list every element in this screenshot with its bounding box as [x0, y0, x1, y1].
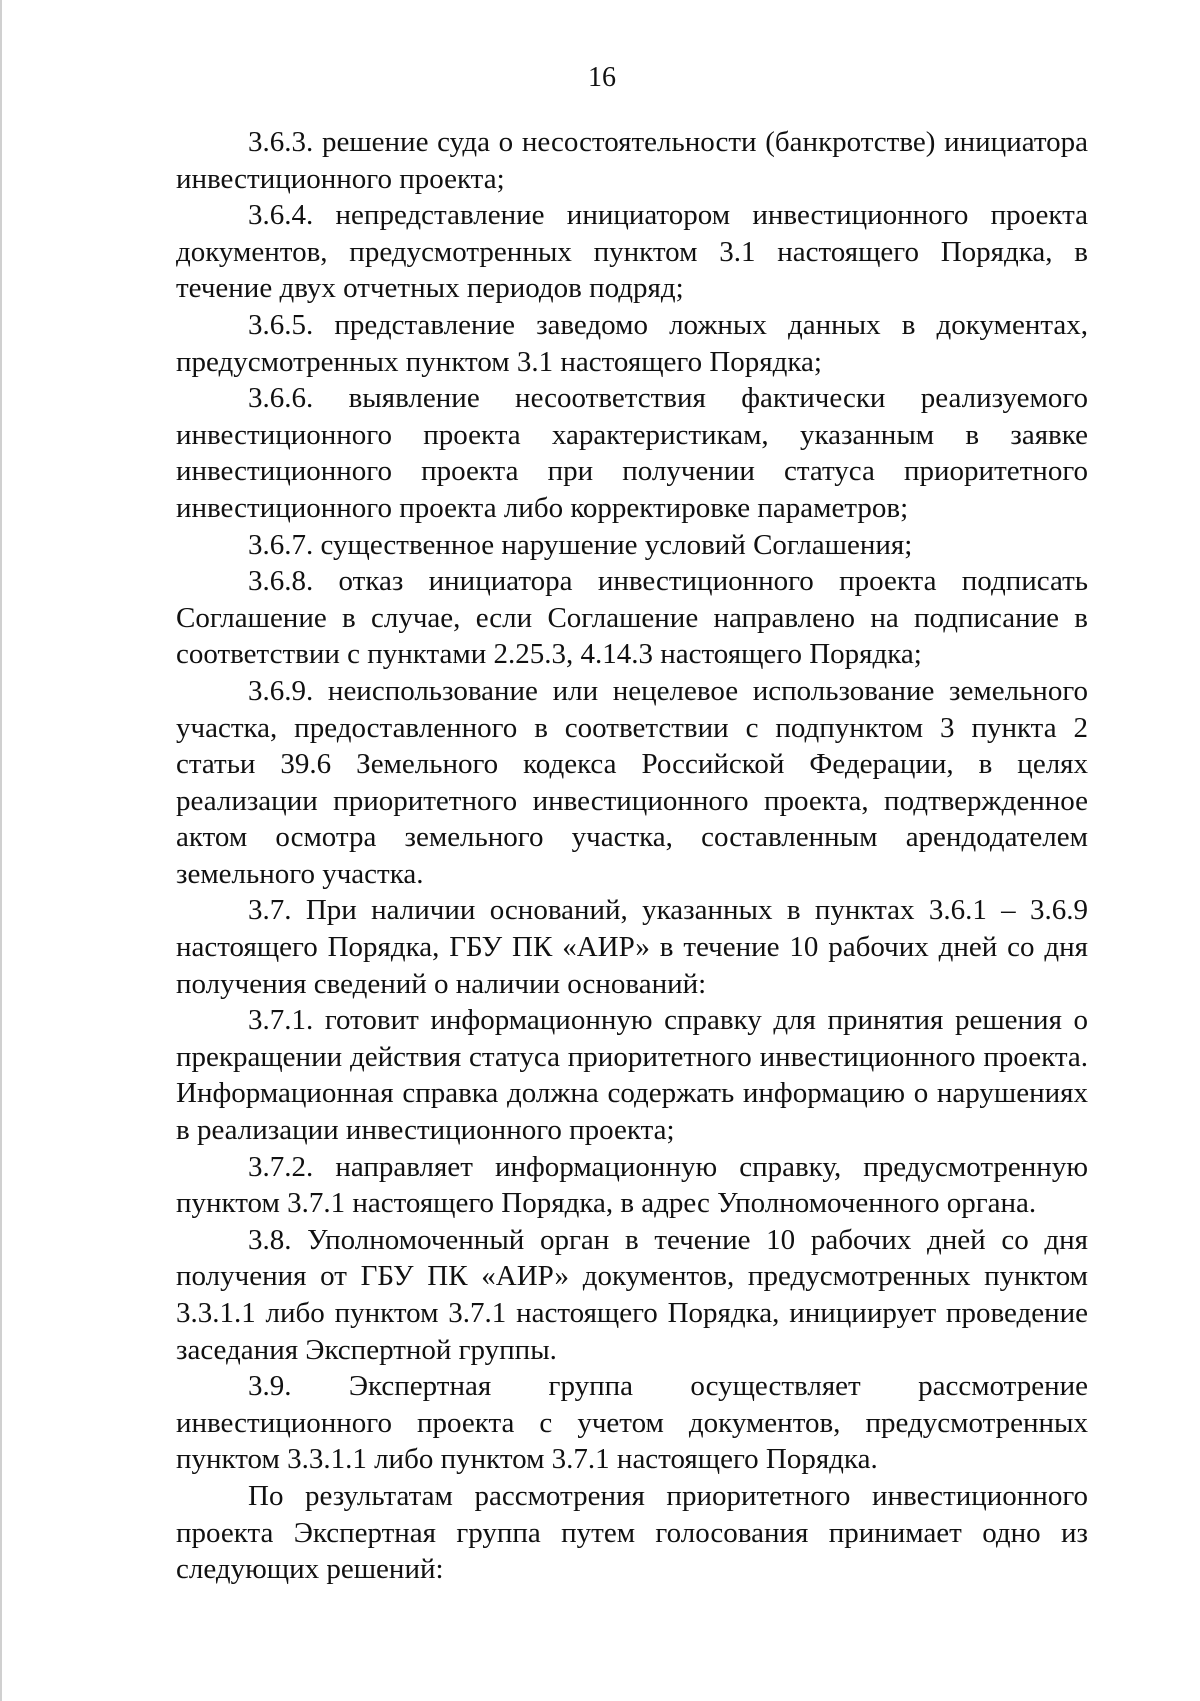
paragraph-3-6-3: 3.6.3. решение суда о несостоятельности (банкротстве) инициатора инвестиционного проекта; [176, 126, 1088, 195]
paragraph-3-6-8: 3.6.8. отказ инициатора инвестиционного проекта подписать Соглашение в случае, если Соглашение направлено на подписание в соответствии с пунктами 2.25.3, 4.14.3 настоящего Порядка; [176, 565, 1088, 671]
paragraph-3-7: 3.7. При наличии оснований, указанных в пунктах 3.6.1 – 3.6.9 настоящего Порядка, ГБУ ПК «АИР» в течение 10 рабочих дней со дня получения сведений о наличии оснований: [176, 894, 1088, 1000]
paragraph-3-7-1: 3.7.1. готовит информационную справку для принятия решения о прекращении действия статуса приоритетного инвестиционного проекта. Информационная справка должна содержать информацию о нарушениях в реализации инвестиционного проекта; [176, 1004, 1088, 1147]
paragraph-3-8: 3.8. Уполномоченный орган в течение 10 рабочих дней со дня получения от ГБУ ПК «АИР» документов, предусмотренных пунктом 3.3.1.1 либо пунктом 3.7.1 настоящего Порядка, инициирует проведение заседания Экспертной группы. [176, 1223, 1088, 1366]
paragraph-3-6-6: 3.6.6. выявление несоответствия фактически реализуемого инвестиционного проекта характеристикам, указанным в заявке инвестиционного проекта при получении статуса приоритетного инвестиционного проекта либо корректировке параметров; [176, 382, 1088, 524]
paragraph-decisions-intro: По результатам рассмотрения приоритетного инвестиционного проекта Экспертная группа путем голосования принимает одно из следующих решений: [176, 1479, 1088, 1586]
paragraph-3-6-4: 3.6.4. непредставление инициатором инвестиционного проекта документов, предусмотренных пунктом 3.1 настоящего Порядка, в течение двух отчетных периодов подряд; [176, 199, 1088, 305]
paragraph-3-6-9: 3.6.9. неиспользование или нецелевое использование земельного участка, предоставленного в соответствии с подпунктом 3 пункта 2 статьи 39.6 Земельного кодекса Российской Федерации, в целях реализации приоритетного инвестиционного проекта, подтвержденное актом осмотра земельного участка, составленным арендодателем земельного участка. [176, 674, 1088, 890]
document-body [176, 124, 1088, 1588]
paragraph-3-6-5: 3.6.5. представление заведомо ложных данных в документах, предусмотренных пунктом 3.1 настоящего Порядка; [176, 308, 1088, 378]
paragraph-3-6-7: 3.6.7. существенное нарушение условий Соглашения; [248, 528, 913, 561]
page-number: 16 [588, 62, 616, 93]
paragraph-3-9: 3.9. Экспертная группа осуществляет рассмотрение инвестиционного проекта с учетом документов, предусмотренных пунктом 3.3.1.1 либо пунктом 3.7.1 настоящего Порядка. [176, 1370, 1088, 1476]
paragraph-3-7-2: 3.7.2. направляет информационную справку, предусмотренную пунктом 3.7.1 настоящего Порядка, в адрес Уполномоченного органа. [176, 1150, 1088, 1220]
